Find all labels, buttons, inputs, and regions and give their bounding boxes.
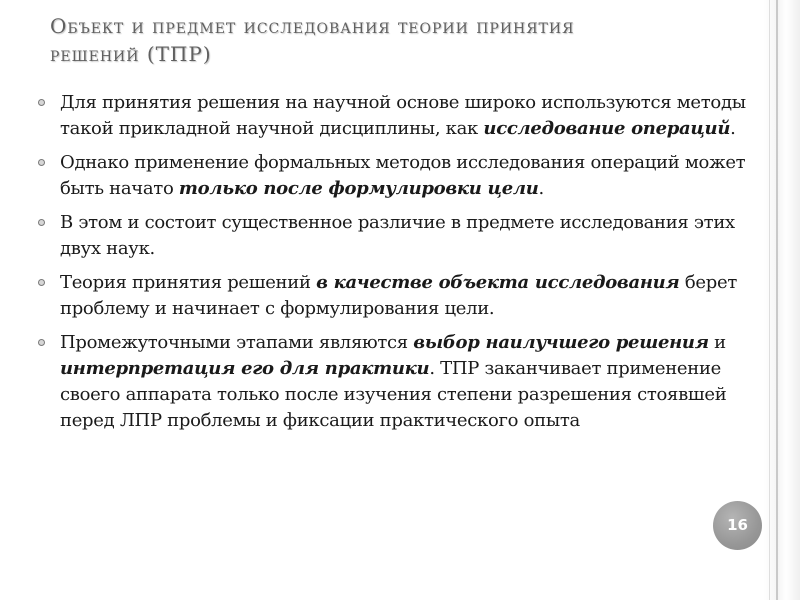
bullet-5-text-mid: и	[708, 332, 726, 353]
bullet-4-text: Теория принятия решений	[60, 272, 317, 293]
bullet-icon	[38, 159, 45, 166]
bullet-3-text: В этом и состоит существенное различие в предмете исследования этих двух наук.	[60, 212, 735, 259]
bullet-icon	[38, 99, 45, 106]
decorative-side-line-thin	[769, 0, 770, 600]
bullet-5-text: Промежуточными этапами являются	[60, 332, 414, 353]
bullet-icon	[38, 279, 45, 286]
bullet-item-2	[36, 150, 748, 202]
bullet-icon	[38, 219, 45, 226]
bullet-item-4	[36, 270, 748, 322]
bullet-4-emphasis: в качестве объекта исследования	[316, 272, 680, 293]
slide-title	[50, 12, 730, 68]
bullet-1-text-end: .	[730, 118, 736, 139]
page-number-badge: 16	[713, 501, 762, 550]
bullet-item-1	[36, 90, 748, 142]
slide-title-line-1: Объект и предмет исследования теории принятия	[50, 14, 575, 38]
bullet-5-text-end: . ТПР заканчивает применение своего аппарата только после изучения степени разрешения стоявшей перед ЛПР проблемы и фиксации практического опыта	[60, 358, 727, 431]
bullet-1-text: Для принятия решения на научной основе широко используются методы такой прикладной научной дисциплины, как	[60, 92, 746, 139]
bullet-item-3	[36, 210, 748, 262]
bullet-2-emphasis: только после формулировки цели	[178, 178, 539, 199]
bullet-2-text-end: .	[538, 178, 544, 199]
bullet-icon	[38, 339, 45, 346]
bullet-2-text: Однако применение формальных методов исследования операций может быть начато	[60, 152, 746, 199]
bullet-item-5	[36, 330, 748, 434]
bullet-5-emphasis-2: интерпретация его для практики	[60, 358, 430, 379]
decorative-side-line	[776, 0, 778, 600]
bullet-1-emphasis: исследование операций	[483, 118, 731, 139]
bullet-list	[36, 90, 748, 442]
bullet-4-text-end: берет проблему и начинает с формулирования цели.	[60, 272, 737, 319]
bullet-5-emphasis-1: выбор наилучшего решения	[413, 332, 709, 353]
slide-title-line-2: решений (ТПР)	[50, 42, 212, 66]
